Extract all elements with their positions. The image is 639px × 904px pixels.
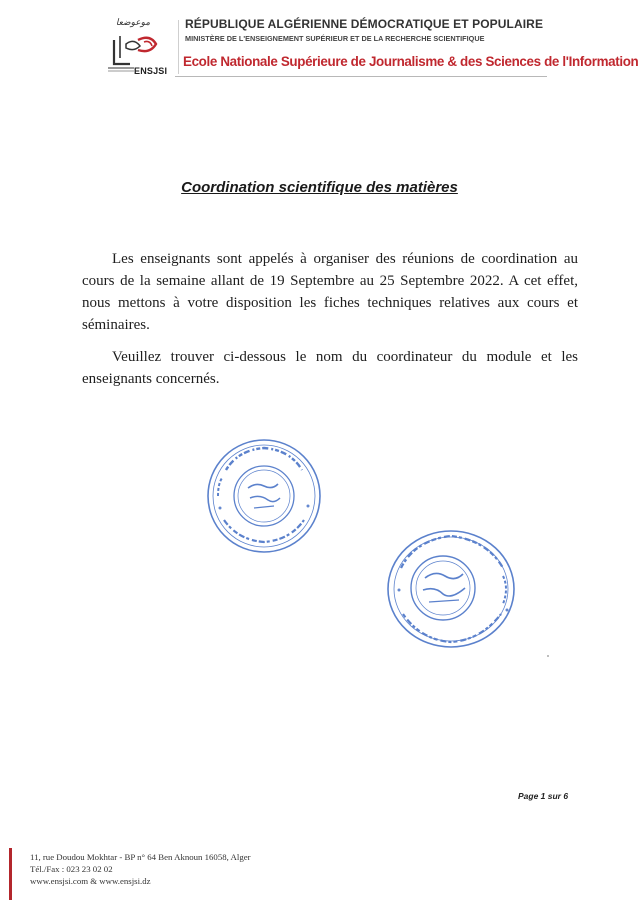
school-name: Ecole Nationale Supérieure de Journalisme & des Sciences de l'Information — [183, 54, 639, 69]
official-stamp-1 — [204, 436, 324, 556]
ministry-heading: MINISTÈRE DE L'ENSEIGNEMENT SUPÉRIEUR ET DE LA RECHERCHE SCIENTIFIQUE — [185, 34, 485, 43]
footer-contact — [30, 851, 251, 887]
page-number: Page 1 sur 6 — [518, 791, 569, 801]
body-paragraph-2: Veuillez trouver ci-dessous le nom du coordinateur du module et les enseignants concernés. — [82, 349, 578, 387]
header-divider — [175, 76, 547, 77]
logo-arabic-text: موعوضعا — [115, 18, 151, 28]
republic-heading: RÉPUBLIQUE ALGÉRIENNE DÉMOCRATIQUE ET POPULAIRE — [185, 17, 544, 31]
scan-speck — [547, 655, 549, 657]
footer-address: 11, rue Doudou Mokhtar - BP n° 64 Ben Aknoun 16058, Alger — [30, 852, 251, 862]
logo-acronym: ENSJSI — [134, 66, 168, 76]
footer-website: www.ensjsi.com & www.ensjsi.dz — [30, 876, 151, 886]
footer-accent-bar — [9, 848, 12, 900]
official-stamp-2 — [385, 528, 521, 650]
header-vertical-divider — [178, 20, 179, 74]
document-title: Coordination scientifique des matières — [181, 179, 458, 196]
body-paragraph-1: Les enseignants sont appelés à organiser des réunions de coordination au cours de la semaine allant de 19 Septembre au 25 Septembre 2022. A cet effet, nous mettons à votre disposition les fiches techniques relatives aux cours et séminaires. — [82, 251, 578, 333]
footer-phone: Tél./Fax : 023 23 02 02 — [30, 864, 113, 874]
